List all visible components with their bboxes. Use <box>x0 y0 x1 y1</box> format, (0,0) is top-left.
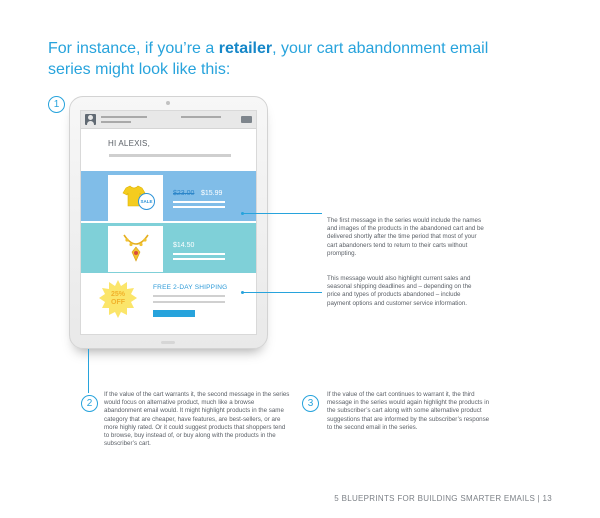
callout-leader-1 <box>243 213 322 214</box>
old-price: $23.00 <box>173 190 195 197</box>
heading-highlight: retailer <box>218 40 273 57</box>
new-price: $15.99 <box>201 190 223 197</box>
app-bar-button-icon <box>241 116 252 123</box>
necklace-icon <box>121 233 151 265</box>
product-image-box <box>108 175 163 221</box>
heading-suffix: , your cart abandonment email series might look like this: <box>48 40 489 78</box>
sale-badge: SALE <box>138 193 155 210</box>
product-text-line <box>173 253 225 255</box>
offer-text-line <box>153 295 225 297</box>
step-3-marker: 3 <box>302 395 319 412</box>
product-image-box <box>108 226 163 272</box>
email-screen <box>80 110 257 335</box>
shipping-offer: FREE 2-DAY SHIPPING <box>153 284 228 291</box>
page-footer: 5 BLUEPRINTS FOR BUILDING SMARTER EMAILS | 13 <box>334 494 552 503</box>
discount-amount: 25% <box>110 291 125 298</box>
heading-prefix: For instance, if you’re a <box>48 40 219 57</box>
product-band-1 <box>81 171 257 221</box>
email-app-bar <box>81 111 257 129</box>
greeting-text-line <box>109 154 231 157</box>
callout-dot-1 <box>241 212 244 215</box>
callout-dot-2 <box>241 291 244 294</box>
discount-burst-text <box>98 291 138 307</box>
page-heading <box>48 38 518 80</box>
app-bar-line <box>101 121 131 123</box>
cta-button <box>153 310 195 317</box>
callout-leader-2 <box>243 292 322 293</box>
product-text-line <box>173 258 225 260</box>
product-2-price: $14.50 <box>173 242 195 249</box>
tablet-home-button <box>161 341 175 344</box>
step-3-description: If the value of the cart continues to warrant it, the third message in the series would again highlight the products in the subscriber’s cart along with some alternative product suggestions that are informed by the subscriber’s response to the second email in the series. <box>327 391 490 431</box>
app-bar-line <box>101 116 147 118</box>
tablet-mockup <box>69 96 268 349</box>
discount-label: OFF <box>111 299 125 306</box>
product-text-line <box>173 206 225 208</box>
avatar-icon <box>85 114 96 125</box>
offer-text-line <box>153 301 225 303</box>
product-text-line <box>173 201 225 203</box>
app-bar-line <box>181 116 221 118</box>
product-band-2 <box>81 223 257 273</box>
step-1-marker: 1 <box>48 96 65 113</box>
email-greeting: HI ALEXIS, <box>108 139 151 148</box>
step-2-leader <box>88 349 89 393</box>
first-message-description: The first message in the series would include the names and images of the products in the abandoned cart and be delivered shortly after the time period that most of your cart abandoners tend to return to their carts without prompting. <box>327 217 484 257</box>
step-2-marker: 2 <box>81 395 98 412</box>
step-2-description: If the value of the cart warrants it, the second message in the series would focus on alternative product, much like a browse abandonment email would. It might highlight products in the same category that are cheaper, have features, are best-sellers, or are more highly rated. Or it could suggest products that shoppers tend to browse, buy instead of, or buy along with the products in the subscriber’s cart. <box>104 391 290 448</box>
first-message-details: This message would also highlight current sales and seasonal shipping deadlines and – depending on the price and types of products abandoned – include payment options and customer service information. <box>327 275 472 307</box>
tablet-camera <box>166 101 170 105</box>
